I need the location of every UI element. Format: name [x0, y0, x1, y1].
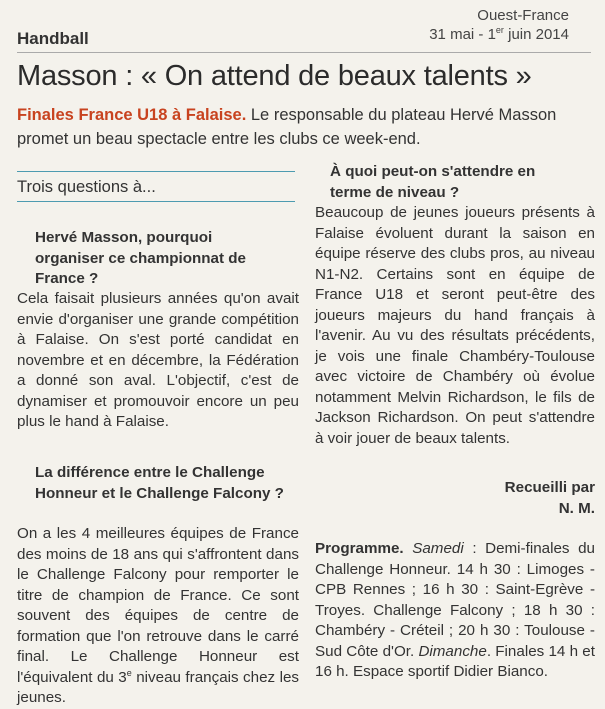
rubric-divider [17, 52, 591, 53]
question-2: La différence entre le Challenge Honneur et le Challenge Falcony ? [35, 464, 284, 502]
newspaper-name: Ouest-France [477, 7, 569, 24]
answer-3: Beaucoup de jeunes joueurs présents à Falaise évoluent durant la saison en équipe réserve des clubs pros, au niveau N1-N2. Certains sont en équipe de France U18 et seront peut-être des joueurs majeurs du hand français à l'avenir. Au vu des résultats précédents, je vois une finale Chambéry-Toulouse avec victoire de Chambéry où évolue notamment Melvin Richardson, le fils de Jackson Richardson. On peut s'attendre à voir jouer de beaux talents. [315, 204, 595, 447]
teal-divider-top [17, 171, 295, 172]
answer-2-sup: e [126, 667, 132, 678]
programme-day-1: Samedi [412, 540, 464, 557]
programme-label: Programme. [315, 540, 404, 557]
programme-text-2: . Finales 14 h et 16 h. Espace sportif Didier Bianco. [315, 642, 595, 680]
section-rubric: Handball [17, 29, 89, 48]
question-3: À quoi peut-on s'attendre en terme de niveau ? [330, 163, 536, 201]
teal-divider-bottom [17, 201, 295, 202]
programme [315, 539, 595, 683]
answer-2-text: On a les 4 meilleures équipes de France des moins de 18 ans qui s'affrontent dans le Challenge Falcony pour remporter le titre de champion de France. Ce sont souvent des équipes de centre de formation que l'on retrouve dans le carré final. Le Challenge Honneur est l'équivalent du 3 [17, 525, 299, 686]
answer-2 [17, 524, 299, 709]
programme-day-2: Dimanche [418, 642, 487, 660]
signature-line-2: N. M. [558, 499, 595, 517]
date-post: juin 2014 [503, 26, 569, 43]
programme-text-1: : Demi-finales du Challenge Honneur. 14 h 30 : Limoges - CPB Rennes ; 16 h 30 : Saint-Egrève - Troyes. Challenge Falcony ; 18 h 30 : Chambéry - Créteil ; 20 h 30 : Toulouse - Sud Côte d'Or. [315, 540, 595, 660]
date-pre: 31 mai - 1 [429, 26, 496, 43]
lede-text: Le responsable du plateau Hervé Masson promet un beau spectacle entre les clubs ce week-end. [17, 106, 557, 148]
lede-kicker: Finales France U18 à Falaise. [17, 106, 247, 124]
signature [315, 478, 595, 519]
answer-2-end: niveau français chez les jeunes. [17, 668, 300, 706]
lede [17, 103, 597, 151]
headline: Masson : « On attend de beaux talents » [17, 60, 532, 92]
three-questions-label: Trois questions à... [17, 178, 156, 196]
date-sup: er [495, 25, 504, 35]
source-block [429, 6, 569, 44]
answer-1: Cela faisait plusieurs années qu'on avait envie d'organiser une grande compétition à Falaise. On s'est porté candidat en novembre et en décembre, la Fédération a donné son aval. L'objectif, c'est de dynamiser et promouvoir encore un peu plus le hand à Falaise. [17, 290, 299, 430]
publication-date [429, 25, 569, 44]
signature-line-1: Recueilli par [504, 479, 595, 496]
question-1: Hervé Masson, pourquoi organiser ce championnat de France ? [35, 229, 246, 287]
